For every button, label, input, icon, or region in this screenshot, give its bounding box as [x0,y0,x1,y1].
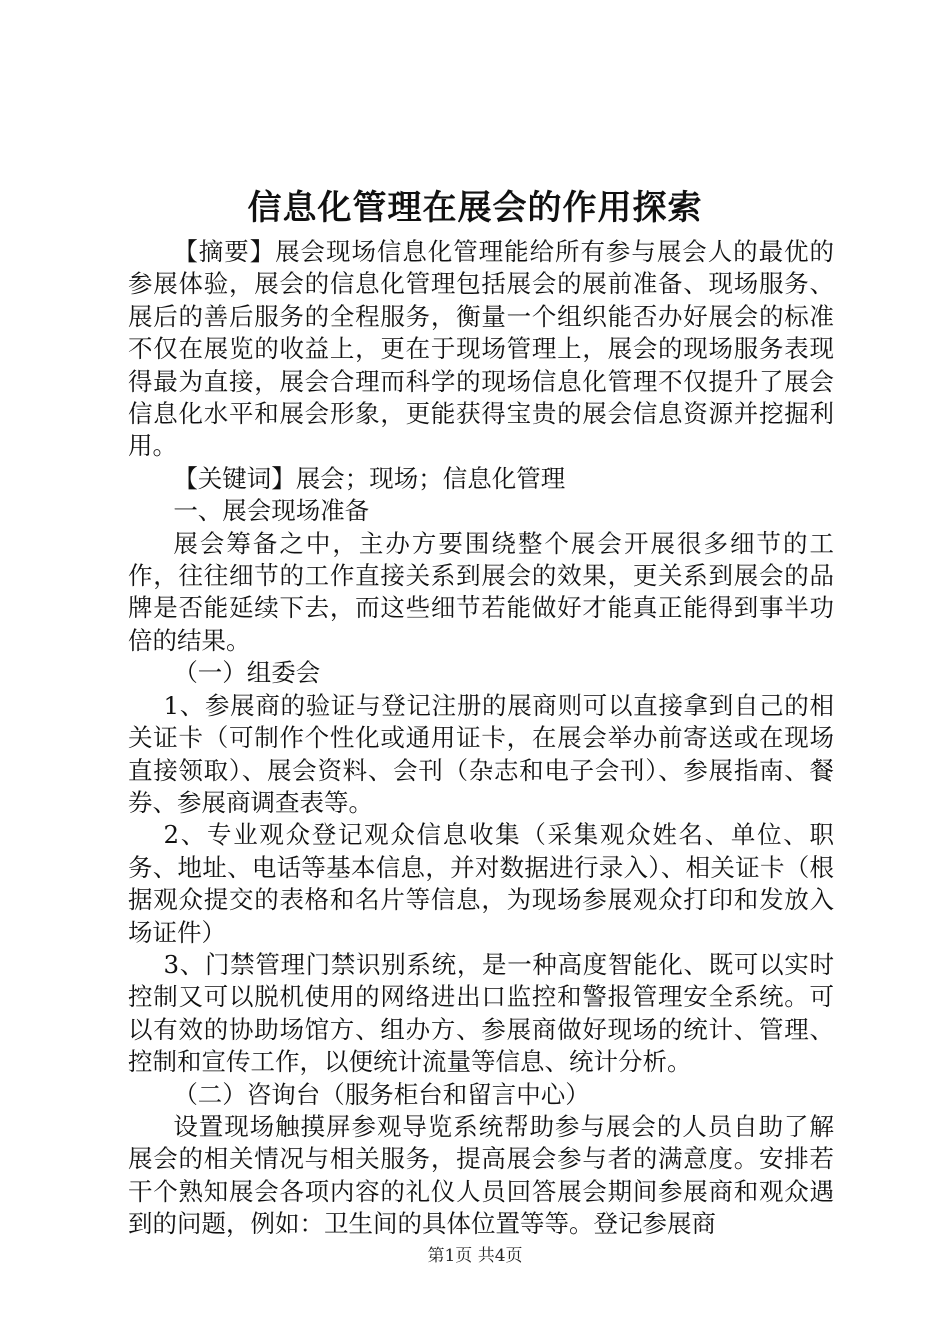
page-footer: 第1页 共4页 [427,1246,523,1266]
subsection-heading-1: （一）组委会 [173,658,321,688]
numbered-paragraph-1: 1、参展商的验证与登记注册的展商则可以直接拿到自己的相关证卡（可制作个性化或通用证卡，在展会举办前寄送或在现场直接领取）、展会资料、会刊（杂志和电子会刊）、参展指南、餐券、参展商调查表等。 [128,690,834,817]
section-heading-1: 一、展会现场准备 [173,496,370,526]
document-title: 信息化管理在展会的作用探索 [247,188,703,228]
document-body [128,236,834,1241]
numbered-paragraph-3: 3、门禁管理门禁识别系统，是一种高度智能化、既可以实时控制又可以脱机使用的网络进出口监控和警报管理安全系统。可以有效的协助场馆方、组办方、参展商做好现场的统计、管理、控制和宣传工作，以便统计流量等信息、统计分析。 [128,949,834,1077]
keywords-paragraph: 【关键词】展会；现场；信息化管理 [173,463,566,493]
body-paragraph: 设置现场触摸屏参观导览系统帮助参与展会的人员自助了解展会的相关情况与相关服务，提高展会参与者的满意度。安排若干个熟知展会各项内容的礼仪人员回答展会期间参展商和观众遇到的问题，例如：卫生间的具体位置等等。登记参展商 [128,1111,834,1239]
abstract-paragraph: 【摘要】展会现场信息化管理能给所有参与展会人的最优的参展体验，展会的信息化管理包括展会的展前准备、现场服务、展后的善后服务的全程服务，衡量一个组织能否办好展会的标准不仅在展览的收益上，更在于现场管理上，展会的现场服务表现得最为直接，展会合理而科学的现场信息化管理不仅提升了展会信息化水平和展会形象，更能获得宝贵的展会信息资源并挖掘利用。 [128,237,834,461]
subsection-heading-2: （二）咨询台（服务柜台和留言中心） [173,1079,590,1109]
body-paragraph: 展会筹备之中，主办方要围绕整个展会开展很多细节的工作，往往细节的工作直接关系到展会的效果，更关系到展会的品牌是否能延续下去，而这些细节若能做好才能真正能得到事半功倍的结果。 [128,528,834,655]
numbered-paragraph-2: 2、专业观众登记观众信息收集（采集观众姓名、单位、职务、地址、电话等基本信息，并对数据进行录入）、相关证卡（根据观众提交的表格和名片等信息，为现场参展观众打印和发放入场证件） [128,820,834,947]
